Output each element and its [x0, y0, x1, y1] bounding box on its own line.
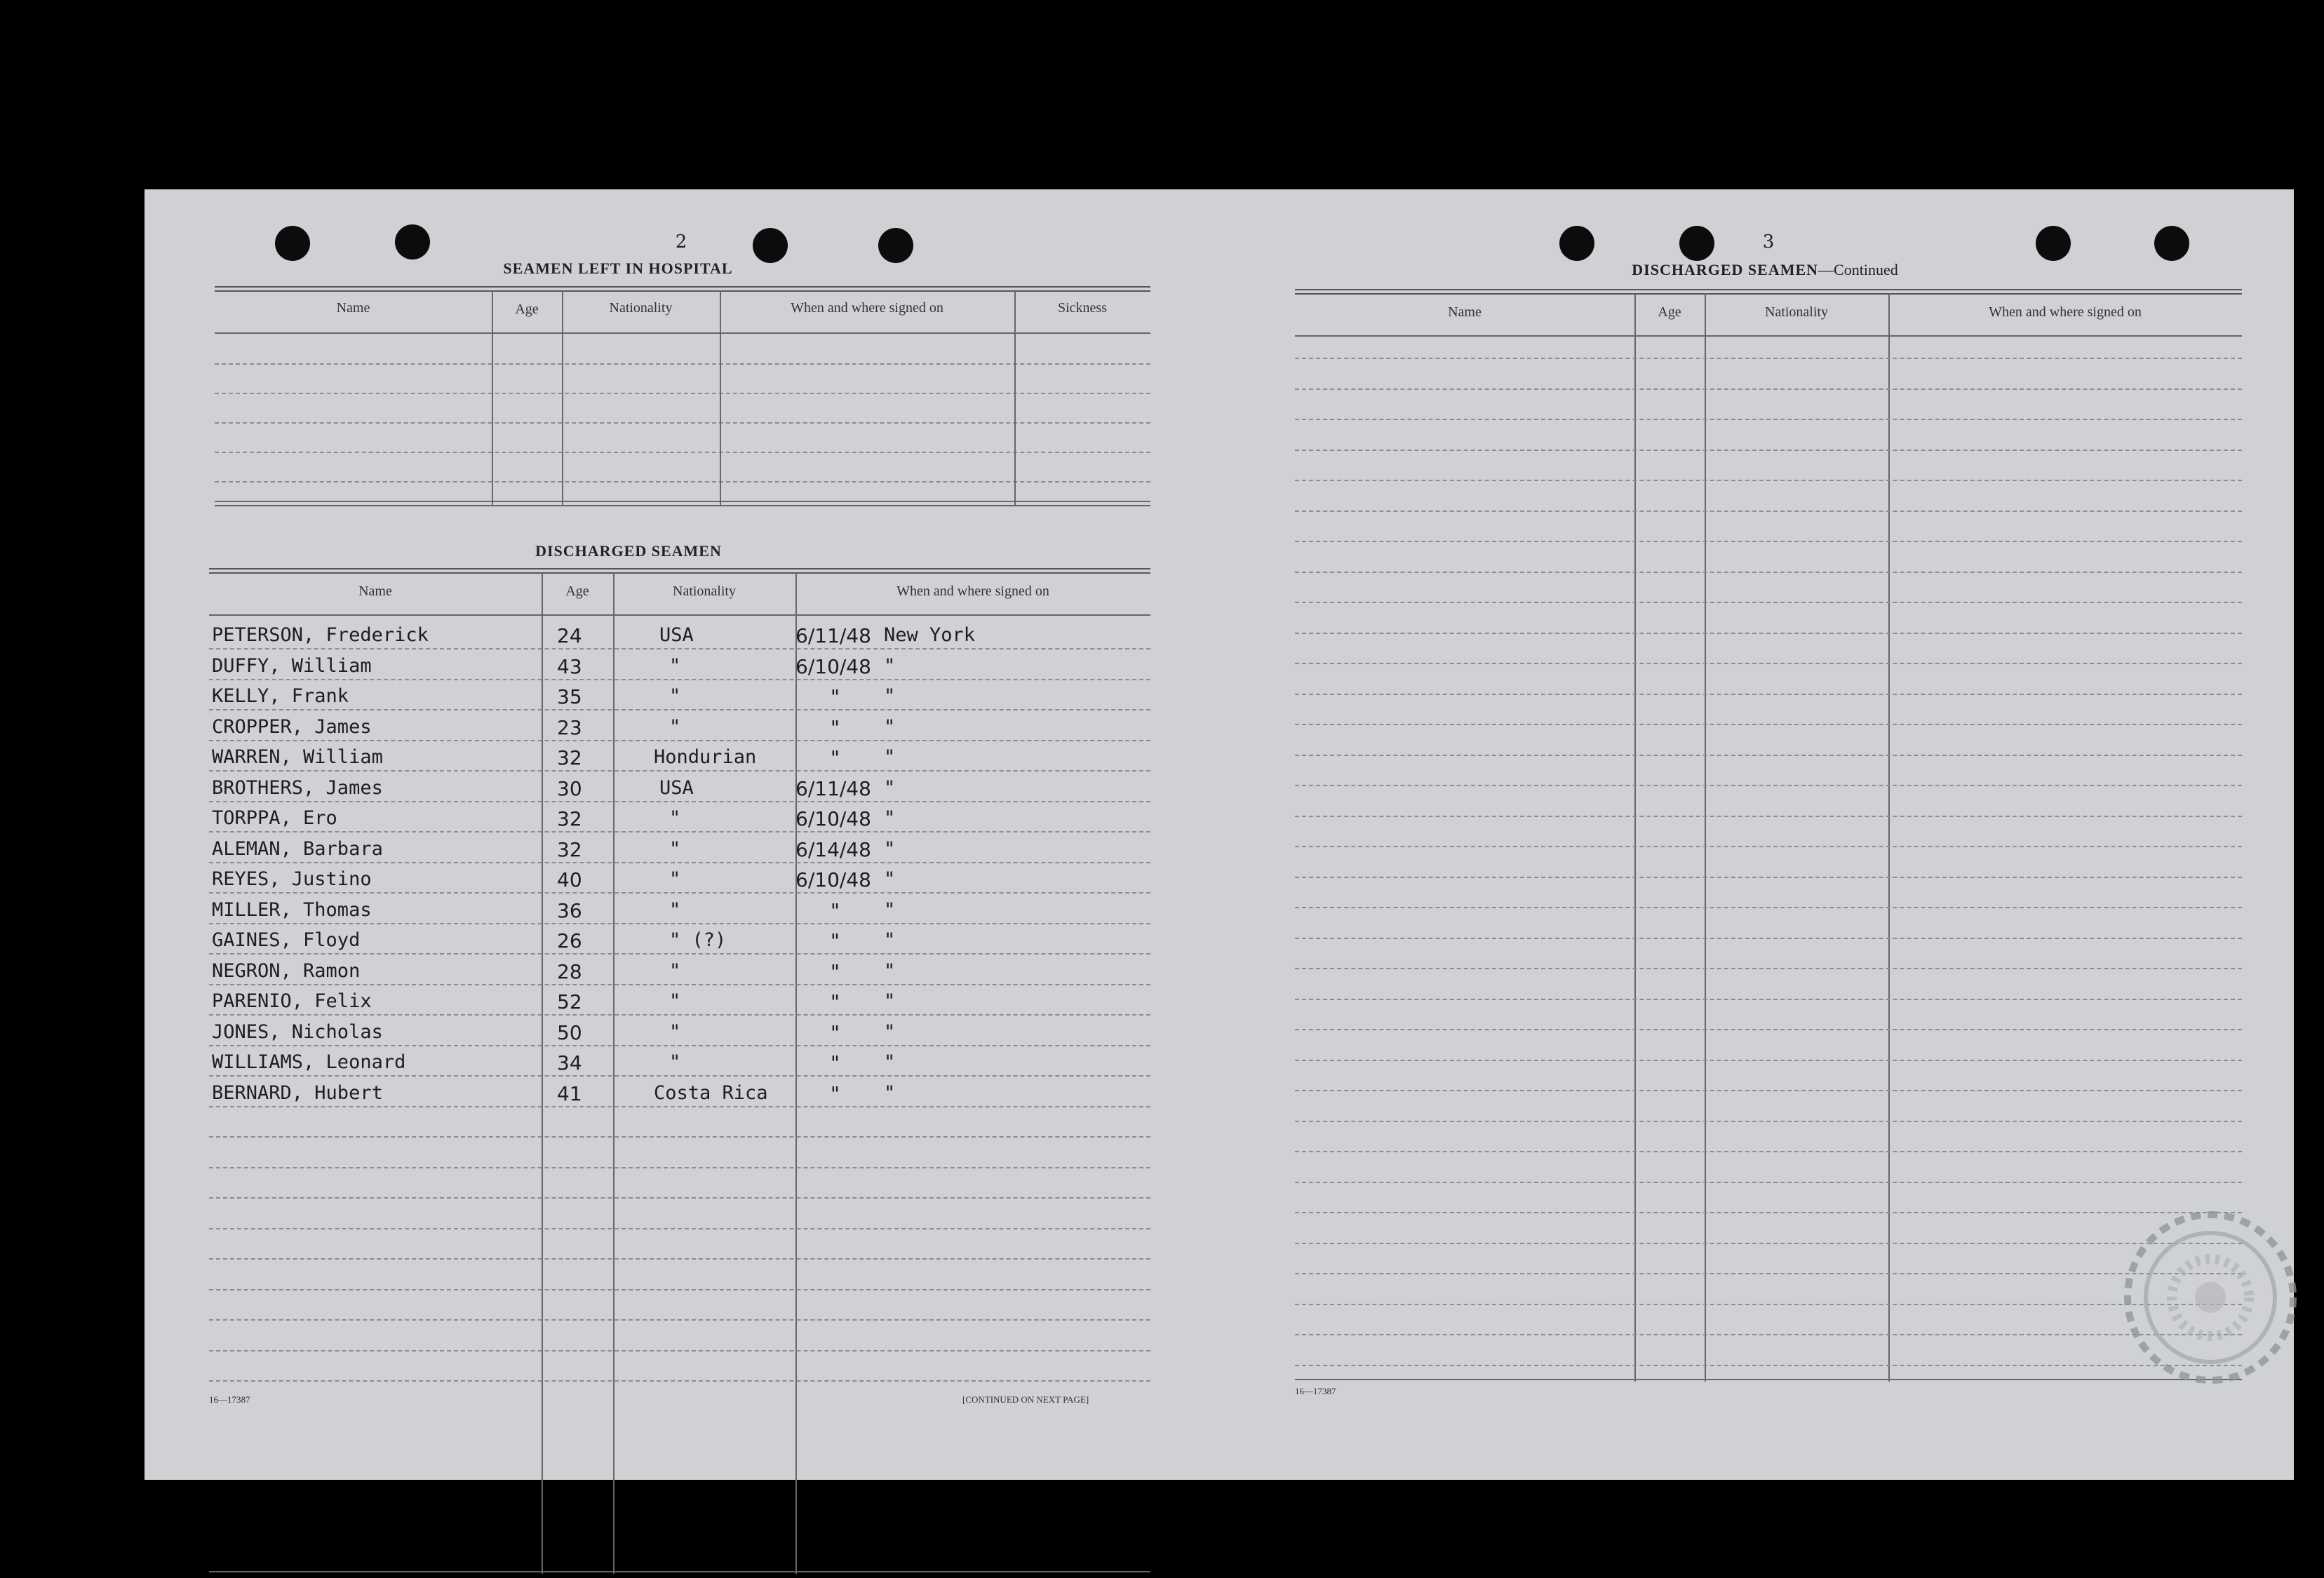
- table-row: [209, 956, 1150, 987]
- seaman-name: REYES, Justino: [212, 868, 372, 890]
- signed-on-date: ": [831, 746, 840, 769]
- row-rule: [1295, 816, 2242, 817]
- signed-on-date: ": [831, 1051, 840, 1074]
- signed-on-place: ": [884, 929, 896, 951]
- signed-on-date: 6/10/48: [795, 654, 871, 678]
- seaman-nationality: Costa Rica: [654, 1081, 768, 1104]
- row-rule: [209, 1258, 1150, 1260]
- row-rule: [1295, 938, 2242, 939]
- signed-on-date: ": [831, 685, 840, 708]
- discharged-continued-table: [1295, 289, 2242, 1390]
- title-suffix: —Continued: [1818, 261, 1898, 278]
- signed-on-place: ": [884, 715, 896, 738]
- table-row: [209, 773, 1150, 804]
- header-age: Age: [515, 302, 539, 317]
- seaman-nationality: USA: [659, 624, 694, 646]
- table-row: [209, 681, 1150, 712]
- signed-on-date: ": [831, 1081, 840, 1105]
- seaman-name: KELLY, Frank: [212, 685, 349, 707]
- page-number: 2: [675, 231, 687, 252]
- signed-on-place: ": [884, 837, 896, 860]
- signed-on-date: 6/14/48: [795, 837, 871, 861]
- table-row: [209, 651, 1150, 682]
- seaman-age: 32: [557, 807, 582, 830]
- signed-on-place: ": [884, 868, 896, 890]
- header-nationality: Nationality: [609, 300, 673, 316]
- row-rule: [1295, 1365, 2242, 1366]
- seaman-name: WARREN, William: [212, 746, 383, 768]
- row-rule: [1295, 1090, 2242, 1091]
- header-age: Age: [1658, 304, 1681, 320]
- row-rule: [209, 1197, 1150, 1199]
- row-rule: [1295, 1304, 2242, 1305]
- row-rule: [1295, 511, 2242, 512]
- seaman-name: WILLIAMS, Leonard: [212, 1051, 406, 1073]
- seaman-name: ALEMAN, Barbara: [212, 837, 383, 860]
- row-rule: [209, 1319, 1150, 1321]
- seaman-age: 26: [557, 929, 582, 952]
- signed-on-place: ": [884, 654, 896, 677]
- seaman-age: 32: [557, 837, 582, 861]
- row-rule: [1295, 450, 2242, 451]
- header-name: Name: [358, 584, 392, 599]
- seaman-nationality: ": [669, 654, 681, 677]
- seaman-name: MILLER, Thomas: [212, 898, 372, 921]
- seaman-nationality: ": [669, 1051, 681, 1073]
- header-name: Name: [1448, 304, 1482, 320]
- row-rule: [1295, 1243, 2242, 1244]
- signed-on-place: ": [884, 959, 896, 982]
- seaman-age: 23: [557, 715, 582, 739]
- row-rule: [1295, 999, 2242, 1000]
- row-rule: [1295, 1273, 2242, 1274]
- seaman-nationality: ": [669, 685, 681, 707]
- hospital-table: [215, 286, 1150, 511]
- discharged-section-title: DISCHARGED SEAMEN: [535, 542, 722, 560]
- signed-on-place: ": [884, 990, 896, 1012]
- row-rule: [1295, 877, 2242, 878]
- left-page: [145, 189, 1218, 1480]
- seaman-age: 34: [557, 1051, 582, 1074]
- seaman-nationality: ": [669, 868, 681, 890]
- row-rule: [209, 1380, 1150, 1382]
- seaman-name: GAINES, Floyd: [212, 929, 361, 951]
- signed-on-date: ": [831, 929, 840, 952]
- signed-on-date: 6/10/48: [795, 868, 871, 891]
- seaman-age: 35: [557, 685, 582, 708]
- seaman-name: NEGRON, Ramon: [212, 959, 361, 982]
- form-number: 16—17387: [209, 1394, 250, 1405]
- table-row: [209, 1047, 1150, 1078]
- seaman-age: 36: [557, 898, 582, 922]
- signed-on-place: ": [884, 776, 896, 799]
- row-rule: [209, 1350, 1150, 1351]
- seaman-age: 50: [557, 1020, 582, 1044]
- signed-on-date: ": [831, 898, 840, 922]
- table-row: [209, 864, 1150, 895]
- seaman-nationality: ": [669, 837, 681, 860]
- table-row: [209, 834, 1150, 865]
- discharged-table: [209, 568, 1150, 1578]
- seaman-nationality: Hondurian: [654, 746, 757, 768]
- row-rule: [1295, 602, 2242, 603]
- seaman-nationality: USA: [659, 776, 694, 799]
- seaman-nationality: ": [669, 959, 681, 982]
- seaman-age: 41: [557, 1081, 582, 1105]
- signed-on-place: ": [884, 1081, 896, 1104]
- row-rule: [1295, 724, 2242, 725]
- row-rule: [1295, 572, 2242, 573]
- seaman-age: 43: [557, 654, 582, 678]
- signed-on-date: ": [831, 990, 840, 1013]
- row-rule: [1295, 1151, 2242, 1152]
- hospital-section-title: SEAMEN LEFT IN HOSPITAL: [503, 259, 733, 277]
- seaman-name: PETERSON, Frederick: [212, 624, 429, 646]
- row-rule: [1295, 1212, 2242, 1213]
- row-rule: [209, 1228, 1150, 1229]
- page-number: 3: [1762, 231, 1775, 252]
- table-row: [209, 1078, 1150, 1109]
- row-rule: [209, 1289, 1150, 1290]
- seaman-age: 52: [557, 990, 582, 1013]
- table-row: [209, 925, 1150, 956]
- signed-on-date: 6/11/48: [795, 776, 871, 800]
- row-rule: [1295, 633, 2242, 634]
- seaman-age: 32: [557, 746, 582, 769]
- continued-note: [CONTINUED ON NEXT PAGE]: [962, 1394, 1089, 1405]
- signed-on-date: ": [831, 715, 840, 739]
- seaman-name: TORPPA, Ero: [212, 807, 337, 829]
- seaman-nationality: ": [669, 990, 681, 1012]
- row-rule: [1295, 663, 2242, 664]
- right-page-title: [1484, 261, 2046, 279]
- seaman-age: 24: [557, 624, 582, 647]
- header-name: Name: [336, 300, 370, 316]
- form-number: 16—17387: [1295, 1386, 1336, 1396]
- signed-on-place: ": [884, 685, 896, 707]
- seaman-name: JONES, Nicholas: [212, 1020, 383, 1043]
- signed-on-place: ": [884, 898, 896, 921]
- seaman-name: BROTHERS, James: [212, 776, 383, 799]
- signed-on-place: ": [884, 746, 896, 768]
- signed-on-place: ": [884, 807, 896, 829]
- header-nationality: Nationality: [1765, 304, 1828, 320]
- header-age: Age: [565, 584, 589, 599]
- row-rule: [1295, 1334, 2242, 1335]
- circular-stamp: [2119, 1206, 2302, 1389]
- row-rule: [209, 1136, 1150, 1138]
- seaman-nationality: " (?): [669, 929, 727, 951]
- row-rule: [1295, 694, 2242, 695]
- table-row: [209, 895, 1150, 926]
- seaman-nationality: ": [669, 715, 681, 738]
- signed-on-date: ": [831, 959, 840, 983]
- seaman-name: CROPPER, James: [212, 715, 372, 738]
- header-sickness: Sickness: [1058, 300, 1107, 316]
- seaman-nationality: ": [669, 1020, 681, 1043]
- seaman-name: DUFFY, William: [212, 654, 372, 677]
- seaman-age: 40: [557, 868, 582, 891]
- document-sheet: [145, 189, 2294, 1480]
- row-rule: [1295, 541, 2242, 542]
- seaman-name: BERNARD, Hubert: [212, 1081, 383, 1104]
- table-row: [209, 712, 1150, 743]
- row-rule: [1295, 1060, 2242, 1061]
- row-rule: [1295, 358, 2242, 359]
- header-nationality: Nationality: [673, 584, 736, 599]
- row-rule: [1295, 846, 2242, 847]
- row-rule: [1295, 1121, 2242, 1122]
- signed-on-place: New York: [884, 624, 976, 646]
- seaman-nationality: ": [669, 898, 681, 921]
- row-rule: [1295, 389, 2242, 390]
- table-row: [209, 742, 1150, 773]
- seaman-nationality: ": [669, 807, 681, 829]
- title-main: DISCHARGED SEAMEN: [1632, 261, 1819, 278]
- row-rule: [1295, 1029, 2242, 1030]
- signed-on-place: ": [884, 1051, 896, 1073]
- row-rule: [1295, 907, 2242, 908]
- signed-on-date: 6/11/48: [795, 624, 871, 647]
- signed-on-place: ": [884, 1020, 896, 1043]
- row-rule: [1295, 419, 2242, 420]
- row-rule: [1295, 755, 2242, 756]
- row-rule: [1295, 968, 2242, 969]
- seaman-name: PARENIO, Felix: [212, 990, 372, 1012]
- row-rule: [1295, 480, 2242, 481]
- table-row: [209, 620, 1150, 651]
- row-rule: [1295, 1182, 2242, 1183]
- row-rule: [1295, 785, 2242, 786]
- table-row: [209, 803, 1150, 834]
- header-when-where: When and where signed on: [896, 584, 1049, 599]
- table-row: [209, 1017, 1150, 1048]
- seaman-age: 30: [557, 776, 582, 800]
- header-when-where: When and where signed on: [791, 300, 943, 316]
- signed-on-date: ": [831, 1020, 840, 1044]
- row-rule: [209, 1167, 1150, 1168]
- signed-on-date: 6/10/48: [795, 807, 871, 830]
- header-when-where: When and where signed on: [1989, 304, 2142, 320]
- seaman-age: 28: [557, 959, 582, 983]
- table-row: [209, 986, 1150, 1017]
